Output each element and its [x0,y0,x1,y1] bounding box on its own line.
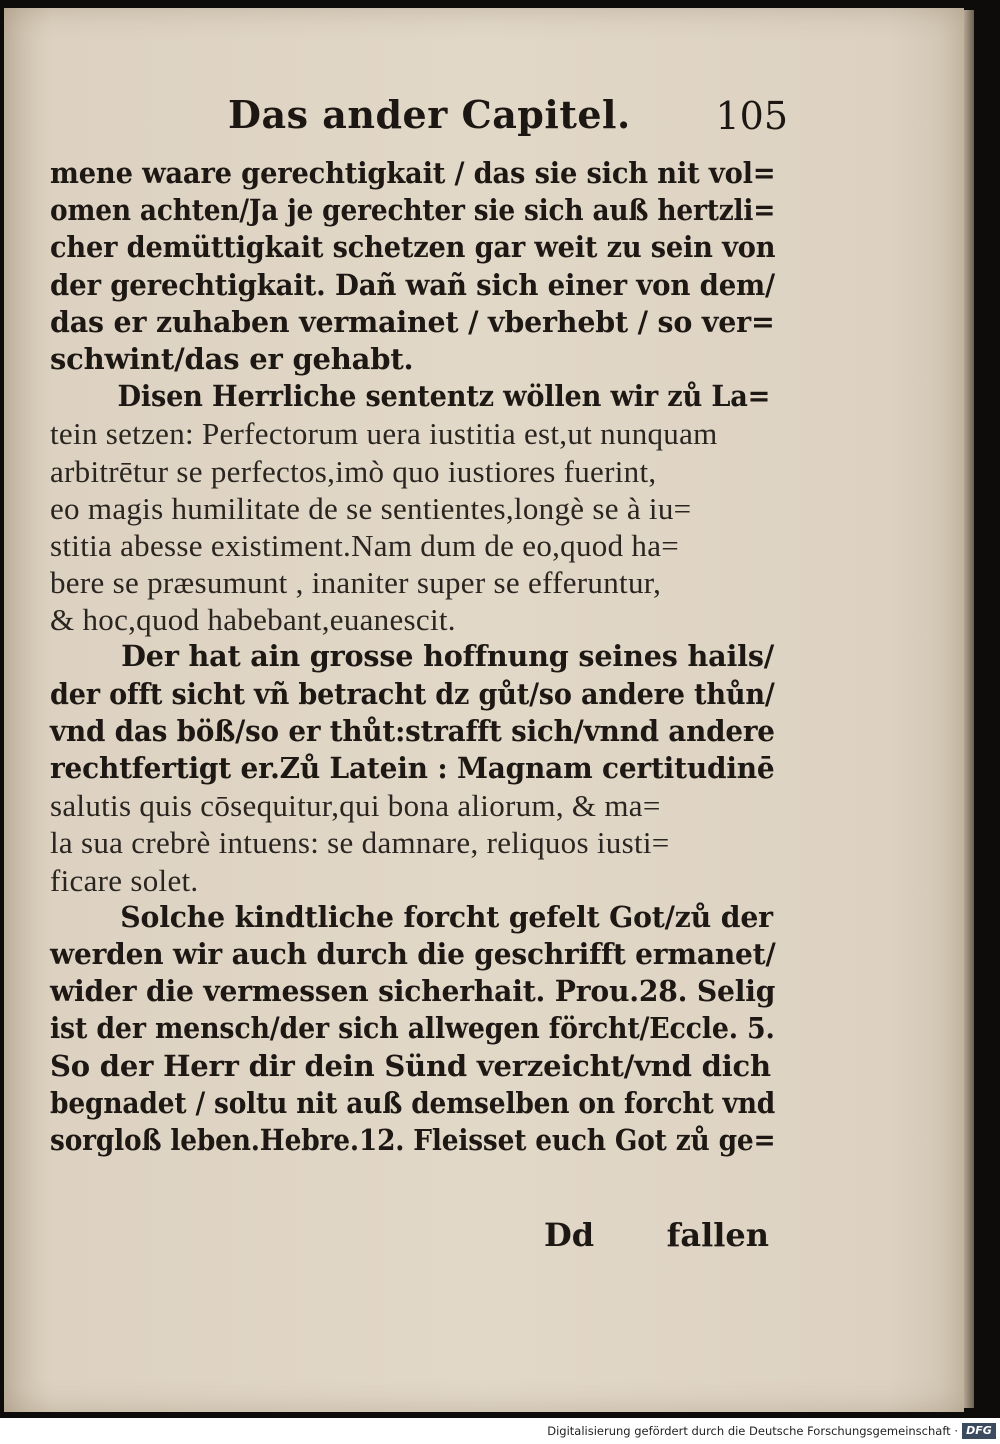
text-line: begnadet / soltu nit auß demselben on forcht vnd [50,1085,776,1120]
text-line: Disen Herrliche sententz wöllen wir zů La= [117,379,771,414]
text-line: omen achten/Ja je gerechter sie sich auß hertzli= [50,193,776,228]
text-line: der gerechtigkait. Dañ wañ sich einer von dem/ [50,267,775,302]
text-line: salutis quis cōsequitur,qui bona aliorum, & ma= [50,788,661,824]
catchline [544,1216,769,1256]
running-title: Das ander Capitel. [228,92,631,137]
text-line: Solche kindtliche forcht gefelt Got/zů der [120,899,773,934]
text-line: cher demüttigkait schetzen gar weit zu sein von [50,230,776,265]
signature-mark: Dd [544,1216,595,1254]
text-line: vnd das böß/so er thůt:strafft sich/vnnd andere [50,713,775,748]
text-line: der offt sicht vñ betracht dz gůt/so andere thůn/ [50,676,775,711]
text-line: bere se præsumunt , inaniter super se efferuntur, [50,565,662,601]
funding-credit: Digitalisierung gefördert durch die Deutsche Forschungsgemeinschaft · [547,1424,958,1438]
text-line: sorgloß leben.Hebre.12. Fleisset euch Got zů ge= [50,1122,776,1157]
text-line: werden wir auch durch die geschrifft ermanet/ [50,936,776,971]
text-line: schwint/das er gehabt. [50,341,414,376]
text-line: ficare solet. [50,862,199,898]
text-line: Der hat ain grosse hoffnung seines hails/ [121,639,775,674]
dfg-logo: DFG [962,1423,996,1439]
page-number: 105 [715,94,788,138]
text-line: So der Herr dir dein Sünd verzeicht/vnd dich [50,1048,771,1083]
running-head [228,92,788,144]
text-line: tein setzen: Perfectorum uera iustitia est,ut nunquam [50,416,718,452]
text-line: arbitrētur se perfectos,imò quo iustiores fuerint, [50,453,657,489]
text-line: rechtfertigt er.Zů Latein : Magnam certitudinē [50,751,775,785]
text-line: das er zuhaben vermainet / vberhebt / so ver= [50,304,775,339]
page-edge [964,10,974,1408]
text-line: & hoc,quod habebant,euanescit. [50,602,456,638]
text-line: wider die vermessen sicherhait. Prou.28. Selig [50,974,776,1009]
text-line: eo magis humilitate de se sentientes,longè se à iu= [50,490,692,526]
text-line: mene waare gerechtigkait / das sie sich nit vol= [50,156,776,190]
catchword: fallen [666,1216,769,1254]
footer-bar [0,1420,1000,1444]
text-line: la sua crebrè intuens: se damnare, reliquos iusti= [50,825,670,861]
text-line: stitia abesse existiment.Nam dum de eo,quod ha= [50,527,680,563]
text-line: ist der mensch/der sich allwegen förcht/Eccle. 5. [50,1011,775,1046]
body-text [50,155,775,1159]
